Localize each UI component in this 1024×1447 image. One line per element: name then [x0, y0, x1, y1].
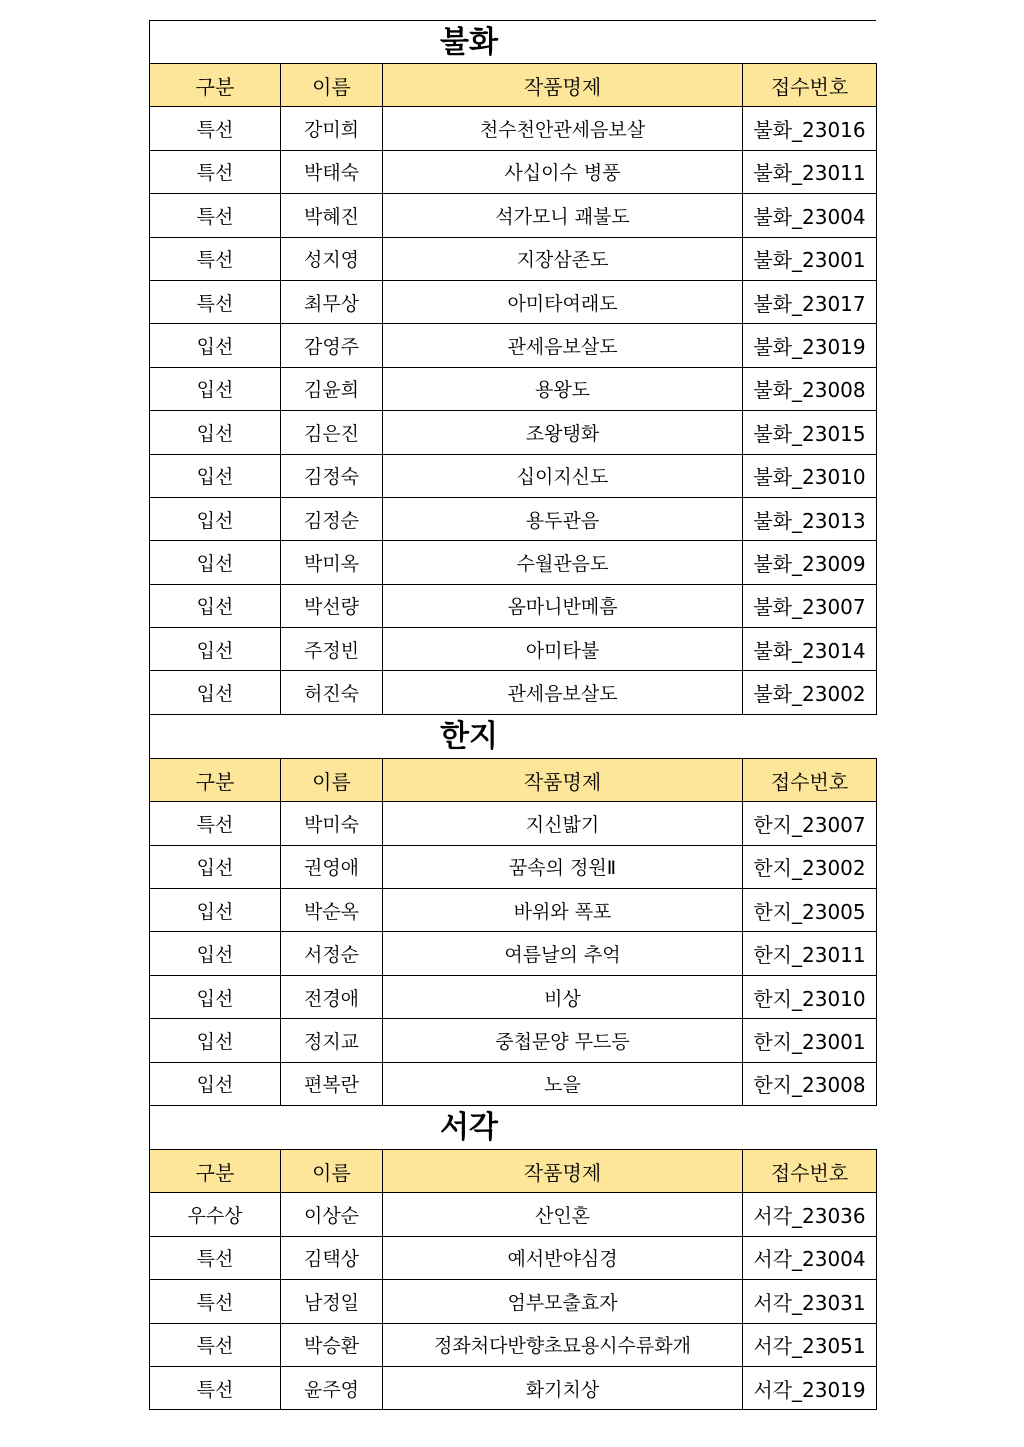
cell-name: 윤주영 — [281, 1366, 383, 1409]
table-row — [150, 280, 877, 323]
results-table — [149, 1149, 877, 1410]
column-header-title: 작품명제 — [383, 758, 743, 801]
cell-title: 꿈속의 정원Ⅱ — [383, 845, 743, 888]
cell-name: 감영주 — [281, 324, 383, 367]
table-row — [150, 628, 877, 671]
cell-title: 아미타여래도 — [383, 280, 743, 323]
cell-category: 우수상 — [150, 1193, 281, 1236]
cell-name: 박미옥 — [281, 541, 383, 584]
cell-code: 불화_23011 — [743, 150, 877, 193]
cell-title: 엄부모출효자 — [383, 1280, 743, 1323]
table-row — [150, 541, 877, 584]
cell-title: 옴마니반메흠 — [383, 584, 743, 627]
cell-code: 불화_23010 — [743, 454, 877, 497]
table-row — [150, 584, 877, 627]
cell-code: 불화_23014 — [743, 628, 877, 671]
column-header-category: 구분 — [150, 1149, 281, 1192]
cell-name: 박혜진 — [281, 194, 383, 237]
table-row — [150, 150, 877, 193]
cell-title: 조왕탱화 — [383, 411, 743, 454]
column-header-category: 구분 — [150, 64, 281, 107]
table-row — [150, 1193, 877, 1236]
cell-category: 입선 — [150, 497, 281, 540]
cell-title: 관세음보살도 — [383, 671, 743, 714]
table-row — [150, 454, 877, 497]
table-row — [150, 845, 877, 888]
cell-title: 지장삼존도 — [383, 237, 743, 280]
cell-category: 입선 — [150, 454, 281, 497]
cell-code: 한지_23011 — [743, 932, 877, 975]
table-header-row — [150, 64, 877, 107]
cell-code: 서각_23051 — [743, 1323, 877, 1366]
cell-name: 박태숙 — [281, 150, 383, 193]
cell-title: 여름날의 추억 — [383, 932, 743, 975]
cell-name: 편복란 — [281, 1062, 383, 1105]
cell-title: 중첩문양 무드등 — [383, 1019, 743, 1062]
cell-name: 정지교 — [281, 1019, 383, 1062]
cell-category: 특선 — [150, 1366, 281, 1409]
column-header-title: 작품명제 — [383, 64, 743, 107]
table-row — [150, 1366, 877, 1409]
table-row — [150, 194, 877, 237]
cell-code: 불화_23007 — [743, 584, 877, 627]
cell-name: 성지영 — [281, 237, 383, 280]
cell-category: 입선 — [150, 1062, 281, 1105]
cell-code: 한지_23007 — [743, 802, 877, 845]
cell-code: 서각_23036 — [743, 1193, 877, 1236]
cell-code: 불화_23013 — [743, 497, 877, 540]
table-row — [150, 1236, 877, 1279]
cell-title: 석가모니 괘불도 — [383, 194, 743, 237]
table-row — [150, 367, 877, 410]
cell-category: 입선 — [150, 975, 281, 1018]
cell-name: 김택상 — [281, 1236, 383, 1279]
cell-name: 박승환 — [281, 1323, 383, 1366]
cell-name: 박미숙 — [281, 802, 383, 845]
cell-name: 권영애 — [281, 845, 383, 888]
table-row — [150, 802, 877, 845]
cell-title: 천수천안관세음보살 — [383, 107, 743, 150]
table-row — [150, 411, 877, 454]
section-title: 서각 — [149, 1106, 876, 1149]
cell-code: 한지_23008 — [743, 1062, 877, 1105]
cell-name: 김정숙 — [281, 454, 383, 497]
cell-category: 입선 — [150, 671, 281, 714]
table-row — [150, 671, 877, 714]
table-row — [150, 237, 877, 280]
cell-code: 서각_23019 — [743, 1366, 877, 1409]
cell-category: 특선 — [150, 107, 281, 150]
cell-category: 입선 — [150, 541, 281, 584]
cell-category: 입선 — [150, 324, 281, 367]
cell-category: 특선 — [150, 1323, 281, 1366]
cell-title: 바위와 폭포 — [383, 889, 743, 932]
column-header-title: 작품명제 — [383, 1149, 743, 1192]
column-header-code: 접수번호 — [743, 64, 877, 107]
cell-code: 한지_23001 — [743, 1019, 877, 1062]
cell-code: 불화_23009 — [743, 541, 877, 584]
table-row — [150, 932, 877, 975]
cell-code: 서각_23004 — [743, 1236, 877, 1279]
cell-title: 십이지신도 — [383, 454, 743, 497]
cell-title: 산인혼 — [383, 1193, 743, 1236]
cell-category: 특선 — [150, 150, 281, 193]
cell-title: 용왕도 — [383, 367, 743, 410]
cell-category: 입선 — [150, 411, 281, 454]
cell-code: 한지_23002 — [743, 845, 877, 888]
cell-title: 예서반야심경 — [383, 1236, 743, 1279]
results-table — [149, 758, 877, 1106]
cell-code: 불화_23004 — [743, 194, 877, 237]
cell-category: 입선 — [150, 1019, 281, 1062]
table-row — [150, 107, 877, 150]
cell-category: 특선 — [150, 237, 281, 280]
cell-title: 노을 — [383, 1062, 743, 1105]
table-row — [150, 1019, 877, 1062]
cell-category: 특선 — [150, 1280, 281, 1323]
column-header-category: 구분 — [150, 758, 281, 801]
table-header-row — [150, 1149, 877, 1192]
results-table — [149, 63, 877, 715]
cell-name: 허진숙 — [281, 671, 383, 714]
column-header-code: 접수번호 — [743, 758, 877, 801]
cell-code: 불화_23016 — [743, 107, 877, 150]
cell-name: 주정빈 — [281, 628, 383, 671]
section-title: 한지 — [149, 715, 876, 758]
cell-category: 특선 — [150, 280, 281, 323]
cell-category: 입선 — [150, 584, 281, 627]
cell-code: 불화_23015 — [743, 411, 877, 454]
cell-name: 전경애 — [281, 975, 383, 1018]
column-header-code: 접수번호 — [743, 1149, 877, 1192]
cell-title: 관세음보살도 — [383, 324, 743, 367]
cell-title: 아미타불 — [383, 628, 743, 671]
cell-name: 박순옥 — [281, 889, 383, 932]
cell-category: 입선 — [150, 628, 281, 671]
table-row — [150, 1062, 877, 1105]
cell-code: 불화_23008 — [743, 367, 877, 410]
cell-category: 특선 — [150, 194, 281, 237]
table-row — [150, 1323, 877, 1366]
cell-code: 한지_23005 — [743, 889, 877, 932]
cell-title: 지신밟기 — [383, 802, 743, 845]
cell-category: 특선 — [150, 802, 281, 845]
cell-title: 사십이수 병풍 — [383, 150, 743, 193]
cell-category: 특선 — [150, 1236, 281, 1279]
cell-code: 불화_23017 — [743, 280, 877, 323]
cell-category: 입선 — [150, 932, 281, 975]
cell-title: 수월관음도 — [383, 541, 743, 584]
table-row — [150, 975, 877, 1018]
table-row — [150, 497, 877, 540]
cell-category: 입선 — [150, 889, 281, 932]
cell-name: 김정순 — [281, 497, 383, 540]
cell-title: 정좌처다반향초묘용시수류화개 — [383, 1323, 743, 1366]
cell-name: 남정일 — [281, 1280, 383, 1323]
cell-name: 강미희 — [281, 107, 383, 150]
cell-title: 화기치상 — [383, 1366, 743, 1409]
results-document — [149, 20, 876, 1410]
cell-name: 서정순 — [281, 932, 383, 975]
table-row — [150, 324, 877, 367]
cell-name: 김윤희 — [281, 367, 383, 410]
cell-code: 불화_23002 — [743, 671, 877, 714]
cell-code: 한지_23010 — [743, 975, 877, 1018]
table-header-row — [150, 758, 877, 801]
cell-code: 서각_23031 — [743, 1280, 877, 1323]
column-header-name: 이름 — [281, 758, 383, 801]
cell-name: 김은진 — [281, 411, 383, 454]
cell-category: 입선 — [150, 367, 281, 410]
cell-title: 용두관음 — [383, 497, 743, 540]
column-header-name: 이름 — [281, 1149, 383, 1192]
cell-code: 불화_23001 — [743, 237, 877, 280]
table-row — [150, 889, 877, 932]
cell-category: 입선 — [150, 845, 281, 888]
section-title: 불화 — [149, 20, 876, 63]
cell-name: 최무상 — [281, 280, 383, 323]
cell-title: 비상 — [383, 975, 743, 1018]
column-header-name: 이름 — [281, 64, 383, 107]
cell-code: 불화_23019 — [743, 324, 877, 367]
cell-name: 박선량 — [281, 584, 383, 627]
cell-name: 이상순 — [281, 1193, 383, 1236]
table-row — [150, 1280, 877, 1323]
